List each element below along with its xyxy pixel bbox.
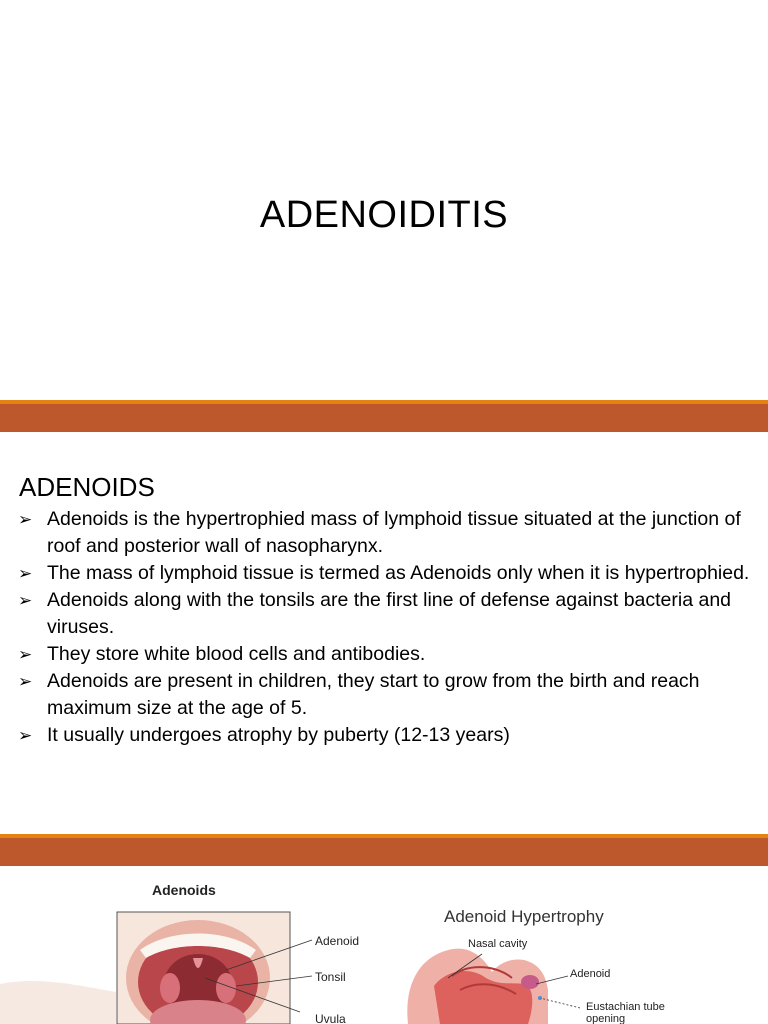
adenoids-slide — [0, 432, 768, 834]
bullet-text: Adenoids along with the tonsils are the first line of defense against bacteria and viruses. — [47, 589, 732, 638]
label-eustachian-tube: Eustachian tube — [586, 1001, 665, 1013]
separator-highlight — [0, 400, 768, 404]
label-uvula: Uvula — [315, 1012, 346, 1024]
label-tonsil: Tonsil — [315, 970, 346, 984]
bullet-item — [18, 722, 758, 749]
bullet-item — [18, 560, 758, 587]
label-nasal-cavity: Nasal cavity — [468, 938, 528, 950]
arrow-bullet-icon: ➢ — [18, 591, 33, 610]
bullet-item — [18, 587, 758, 641]
bullet-item — [18, 506, 758, 560]
title-slide — [0, 0, 768, 400]
bullet-text: They store white blood cells and antibodies. — [47, 643, 426, 665]
label-adenoid-right: Adenoid — [570, 968, 611, 980]
label-adenoid-left: Adenoid — [315, 934, 360, 948]
illustration-slide — [0, 866, 768, 1024]
bullet-list — [18, 506, 758, 749]
arrow-bullet-icon: ➢ — [18, 726, 33, 745]
bullet-text: It usually undergoes atrophy by puberty (12-13 years) — [47, 724, 510, 746]
bullet-text: Adenoids are present in children, they start to grow from the birth and reach maximum size at the age of 5. — [47, 670, 700, 719]
slide-heading: ADENOIDS — [19, 472, 155, 502]
slide-title: ADENOIDITIS — [259, 194, 509, 236]
slide-separator-bar — [0, 834, 768, 866]
bullet-item — [18, 668, 758, 722]
figure-right-title: Adenoid Hypertrophy — [444, 907, 604, 926]
separator-highlight — [0, 834, 768, 838]
label-opening: opening — [586, 1013, 626, 1024]
bullet-text: Adenoids is the hypertrophied mass of lymphoid tissue situated at the junction of roof and posterior wall of nasopharynx. — [47, 508, 741, 557]
arrow-bullet-icon: ➢ — [18, 564, 33, 583]
bullet-text: The mass of lymphoid tissue is termed as Adenoids only when it is hypertrophied. — [47, 562, 750, 584]
slide-separator-bar — [0, 400, 768, 432]
arrow-bullet-icon: ➢ — [18, 672, 33, 691]
arrow-bullet-icon: ➢ — [18, 510, 33, 529]
figure-left-title: Adenoids — [152, 882, 216, 898]
bullet-item — [18, 641, 758, 668]
arrow-bullet-icon: ➢ — [18, 645, 33, 664]
